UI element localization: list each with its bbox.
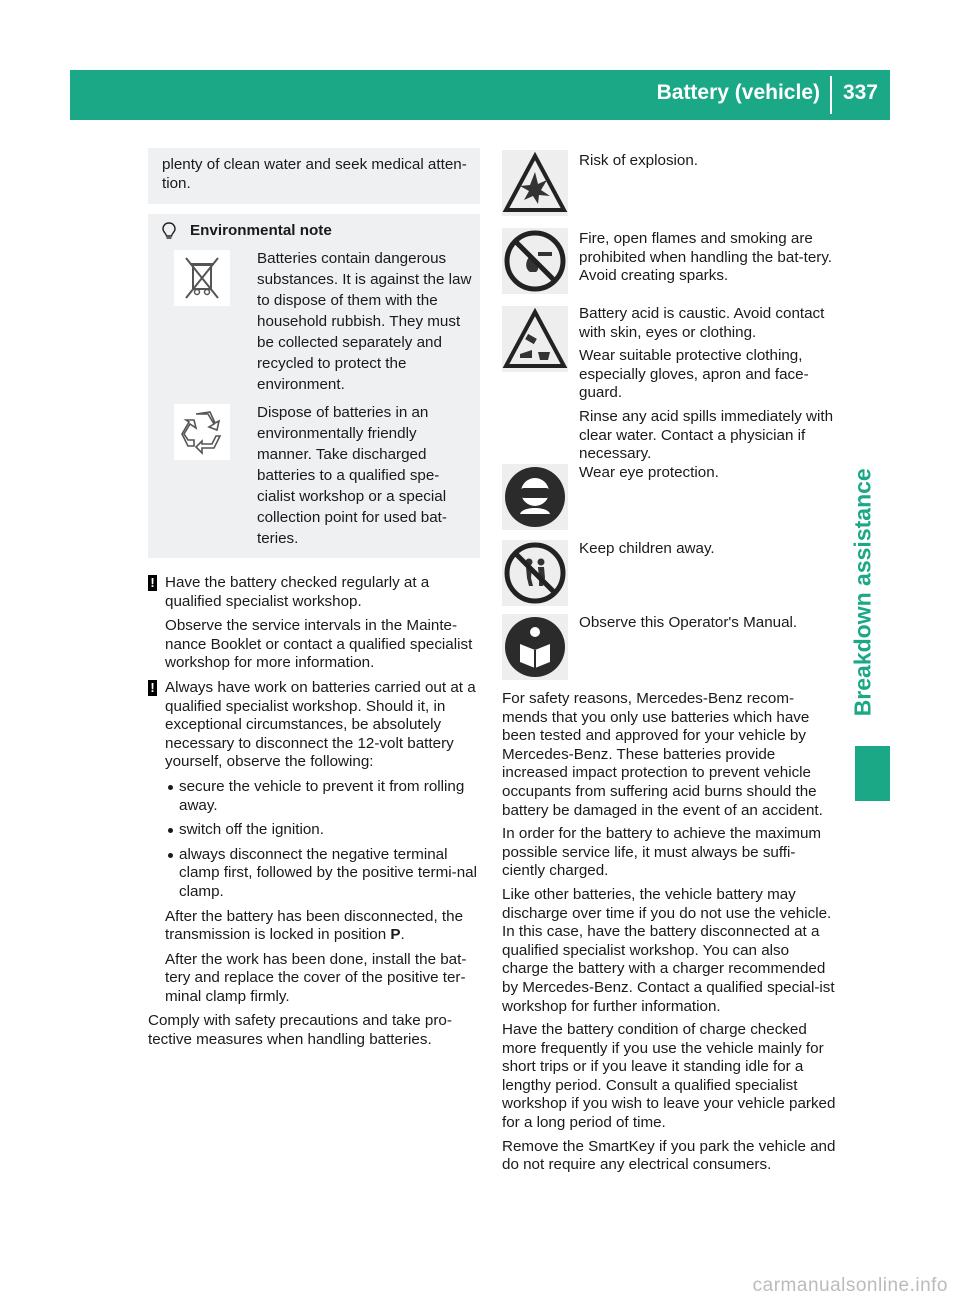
list-item: switch off the ignition. bbox=[165, 821, 482, 840]
note-1 bbox=[148, 574, 482, 673]
exclamation-icon: ! bbox=[148, 575, 157, 591]
header-divider bbox=[830, 76, 832, 114]
read-manual-icon bbox=[502, 614, 568, 680]
no-fire-text bbox=[579, 230, 837, 291]
explosion-line: Risk of explosion. bbox=[579, 152, 699, 169]
chapter-marker bbox=[855, 746, 890, 801]
body-paragraph-5: Remove the SmartKey if you park the vehicle and do not require any electrical consumers. bbox=[502, 1137, 836, 1174]
acid-warning-icon bbox=[502, 306, 568, 372]
notes-section bbox=[148, 574, 482, 1050]
watermark: carmanualsonline.info bbox=[752, 1275, 948, 1297]
acid-line-1: Battery acid is caustic. Avoid contact with skin, eyes or clothing. bbox=[579, 305, 825, 341]
eye-protection-text bbox=[579, 464, 837, 488]
acid-line-2: Wear suitable protective clothing, especially gloves, apron and face-guard. bbox=[579, 347, 809, 402]
continued-warning-text: plenty of clean water and seek medical atten-tion. bbox=[162, 156, 467, 192]
lightbulb-icon bbox=[162, 222, 176, 240]
right-column-body bbox=[502, 690, 836, 1180]
note-2-bullet-list bbox=[165, 778, 482, 902]
body-paragraph-2: In order for the battery to achieve the maximum possible service life, it must always be suffi-ciently charged. bbox=[502, 825, 822, 880]
note-1-paragraph-1: Have the battery checked regularly at a qualified specialist workshop. bbox=[165, 574, 430, 610]
after-text-end: . bbox=[400, 926, 405, 944]
no-fire-line: Fire, open flames and smoking are prohibited when handling the bat-tery. Avoid creating sparks. bbox=[579, 230, 833, 285]
note-2-final-text: After the work has been done, install the bat-tery and replace the cover of the positive ter-minal clamp firmly. bbox=[165, 950, 467, 1005]
list-item: always disconnect the negative terminal clamp first, followed by the positive termi-nal clamp. bbox=[165, 846, 482, 902]
keep-children-away-icon bbox=[502, 540, 568, 606]
note-2-after-text bbox=[165, 908, 482, 945]
keep-children-away-text bbox=[579, 540, 837, 564]
body-paragraph-3: Like other batteries, the vehicle battery may discharge over time if you do not use the vehicle. In this case, have the battery disconnected at a qualified specialist workshop. You can also charge the battery with a charger recommended by Mercedes-Benz. Contact a qualified special-ist workshop for further information. bbox=[502, 885, 835, 1015]
chapter-tab bbox=[835, 460, 890, 725]
read-manual-text bbox=[579, 614, 837, 638]
body-paragraph-4: Have the battery condition of charge checked more frequently if you use the vehicle mainly for short trips or if you leave it standing idle for a lengthy period. Consult a qualified specialist workshop if you wish to leave your vehicle parked for a long period of time. bbox=[502, 1021, 836, 1132]
environmental-note-text-1: Batteries contain dangerous substances. It is against the law to dispose of them with the household rubbish. They must be collected separately and recycled to protect the environment. bbox=[257, 250, 472, 393]
continued-warning-box bbox=[148, 148, 480, 204]
acid-warning-text bbox=[579, 305, 837, 469]
eye-protection-line: Wear eye protection. bbox=[579, 464, 719, 481]
eye-protection-icon bbox=[502, 464, 568, 530]
environmental-note-box bbox=[148, 214, 480, 558]
acid-line-3: Rinse any acid spills immediately with clear water. Contact a physician if necessary. bbox=[579, 407, 834, 463]
comply-text: Comply with safety precautions and take pro-tective measures when handling batteries. bbox=[148, 1012, 452, 1049]
environmental-note-heading bbox=[162, 222, 332, 241]
read-manual-line: Observe this Operator's Manual. bbox=[579, 614, 798, 631]
note-2 bbox=[148, 679, 482, 1007]
position-label: P bbox=[390, 926, 401, 944]
environmental-note-title: Environmental note bbox=[190, 222, 332, 239]
explosion-warning-icon bbox=[502, 150, 568, 216]
page-header bbox=[70, 70, 890, 120]
section-title: Battery (vehicle) bbox=[656, 81, 820, 104]
note-2-paragraph-1: Always have work on batteries carried out at a qualified specialist workshop. Should it, in exceptional circumstances, be absolutely necessary to disconnect the 12-volt battery yourself, observe the following: bbox=[165, 678, 476, 771]
no-fire-icon bbox=[502, 228, 568, 294]
list-item: secure the vehicle to prevent it from rolling away. bbox=[165, 778, 482, 815]
page-number: 337 bbox=[842, 81, 878, 104]
body-paragraph-1: For safety reasons, Mercedes-Benz recom-mends that you only use batteries which have been tested and approved for your vehicle by Mercedes-Benz. These batteries provide increased impact protection to prevent vehicle occupants from suffering acid burns should the battery be damaged in the event of an accident. bbox=[502, 690, 823, 819]
explosion-text bbox=[579, 152, 837, 176]
recycling-icon bbox=[174, 404, 230, 460]
chapter-tab-label: Breakdown assistance bbox=[849, 468, 876, 717]
environmental-note-text-2: Dispose of batteries in an environmentally friendly manner. Take discharged batteries to a qualified spe-cialist workshop or a special collection point for used bat-teries. bbox=[257, 404, 447, 547]
keep-children-line: Keep children away. bbox=[579, 540, 715, 557]
exclamation-icon: ! bbox=[148, 680, 157, 696]
crossed-out-bin-icon bbox=[174, 250, 230, 306]
after-text-main: After the battery has been disconnected, the transmission is locked in position bbox=[165, 907, 464, 944]
note-1-paragraph-2: Observe the service intervals in the Mainte-nance Booklet or contact a qualified specialist workshop for more information. bbox=[165, 617, 473, 672]
